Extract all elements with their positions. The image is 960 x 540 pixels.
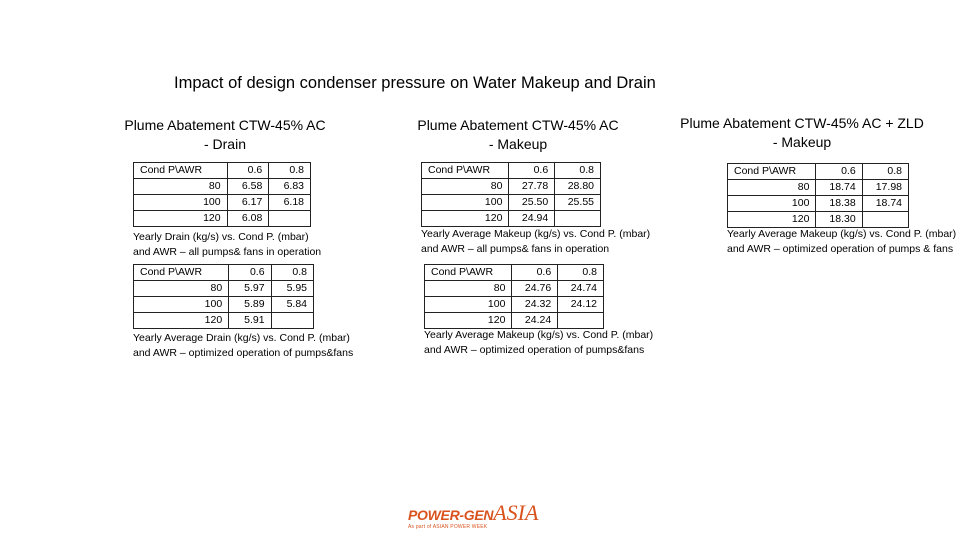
header-cell: 0.8 <box>269 163 311 179</box>
cell: 24.12 <box>558 297 604 313</box>
cell: 27.78 <box>509 179 555 195</box>
table-row <box>134 179 311 195</box>
logo-main-text: POWER-GEN <box>408 507 494 523</box>
cell: 6.17 <box>227 195 269 211</box>
table-row <box>422 195 601 211</box>
table-header-row <box>728 164 909 180</box>
table-row <box>425 281 604 297</box>
heading-line: Plume Abatement CTW-45% AC + ZLD <box>680 115 924 131</box>
header-cell: 0.8 <box>862 164 908 180</box>
drain-all-pumps-table <box>133 162 311 227</box>
logo-asia-text: ASIA <box>493 500 539 525</box>
table-caption <box>727 227 956 257</box>
cell <box>555 211 601 227</box>
table-header-row <box>134 265 314 281</box>
cell: 28.80 <box>555 179 601 195</box>
cell: 18.38 <box>816 196 862 212</box>
cell: 17.98 <box>862 180 908 196</box>
header-cell: Cond P\AWR <box>134 163 228 179</box>
row-label: 100 <box>422 195 509 211</box>
header-cell: 0.6 <box>512 265 558 281</box>
cell: 18.74 <box>816 180 862 196</box>
caption-line: and AWR – optimized operation of pumps&fans <box>133 347 354 359</box>
table-row <box>728 196 909 212</box>
table-row <box>134 195 311 211</box>
header-cell: 0.6 <box>509 163 555 179</box>
caption-line: Yearly Average Makeup (kg/s) vs. Cond P. (mbar) <box>424 329 654 341</box>
row-label: 80 <box>134 281 229 297</box>
table-caption <box>421 227 650 257</box>
column-heading-makeup <box>407 116 629 154</box>
table-row <box>728 212 909 228</box>
slide-title: Impact of design condenser pressure on Water Makeup and Drain <box>174 74 656 92</box>
cell: 6.18 <box>269 195 311 211</box>
cell: 24.24 <box>512 313 558 329</box>
makeup-all-pumps-table <box>421 162 601 227</box>
table-row <box>425 313 604 329</box>
table-header-row <box>422 163 601 179</box>
row-label: 100 <box>134 195 228 211</box>
caption-line: and AWR – all pumps& fans in operation <box>133 246 322 258</box>
table-caption <box>424 328 653 358</box>
makeup-optimized-table <box>424 264 604 329</box>
table-row <box>134 281 314 297</box>
cell: 18.74 <box>862 196 908 212</box>
header-cell: Cond P\AWR <box>134 265 229 281</box>
header-cell: 0.8 <box>558 265 604 281</box>
drain-optimized-table <box>133 264 314 329</box>
caption-line: Yearly Average Makeup (kg/s) vs. Cond P. (mbar) <box>421 228 651 240</box>
heading-line: Plume Abatement CTW-45% AC <box>417 117 619 133</box>
table-caption <box>133 230 321 260</box>
heading-line: - Makeup <box>772 134 832 150</box>
row-label: 80 <box>425 281 512 297</box>
cell: 24.94 <box>509 211 555 227</box>
caption-line: Yearly Average Drain (kg/s) vs. Cond P. (mbar) <box>133 332 350 344</box>
row-label: 100 <box>134 297 229 313</box>
heading-line: - Drain <box>203 136 246 152</box>
cell: 5.84 <box>271 297 313 313</box>
cell: 24.32 <box>512 297 558 313</box>
row-label: 80 <box>134 179 228 195</box>
table-header-row <box>134 163 311 179</box>
table-row <box>422 211 601 227</box>
caption-line: Yearly Drain (kg/s) vs. Cond P. (mbar) <box>133 231 309 243</box>
cell: 24.76 <box>512 281 558 297</box>
row-label: 80 <box>422 179 509 195</box>
cell: 5.89 <box>229 297 271 313</box>
table-row <box>134 211 311 227</box>
caption-line: and AWR – optimized operation of pumps&fans <box>424 344 645 356</box>
header-cell: 0.6 <box>816 164 862 180</box>
table-row <box>134 313 314 329</box>
caption-line: and AWR – optimized operation of pumps & fans <box>727 243 954 255</box>
cell: 6.08 <box>227 211 269 227</box>
cell: 5.97 <box>229 281 271 297</box>
table-row <box>425 297 604 313</box>
column-heading-drain <box>116 116 334 154</box>
caption-line: Yearly Average Makeup (kg/s) vs. Cond P. (mbar) <box>727 228 957 240</box>
row-label: 100 <box>425 297 512 313</box>
caption-line: and AWR – all pumps& fans in operation <box>421 243 610 255</box>
cell: 6.83 <box>269 179 311 195</box>
table-row <box>134 297 314 313</box>
cell <box>862 212 908 228</box>
header-cell: 0.6 <box>227 163 269 179</box>
cell: 24.74 <box>558 281 604 297</box>
row-label: 120 <box>728 212 816 228</box>
table-header-row <box>425 265 604 281</box>
header-cell: Cond P\AWR <box>422 163 509 179</box>
cell: 25.50 <box>509 195 555 211</box>
column-heading-zld-makeup <box>670 114 934 152</box>
cell: 6.58 <box>227 179 269 195</box>
cell: 18.30 <box>816 212 862 228</box>
header-cell: Cond P\AWR <box>728 164 816 180</box>
row-label: 120 <box>134 313 229 329</box>
table-caption <box>133 331 353 361</box>
row-label: 80 <box>728 180 816 196</box>
row-label: 100 <box>728 196 816 212</box>
cell <box>558 313 604 329</box>
header-cell: Cond P\AWR <box>425 265 512 281</box>
cell <box>271 313 313 329</box>
header-cell: 0.6 <box>229 265 271 281</box>
header-cell: 0.8 <box>271 265 313 281</box>
cell: 25.55 <box>555 195 601 211</box>
cell: 5.95 <box>271 281 313 297</box>
table-row <box>728 180 909 196</box>
table-row <box>422 179 601 195</box>
row-label: 120 <box>425 313 512 329</box>
heading-line: - Makeup <box>488 136 548 152</box>
heading-line: Plume Abatement CTW-45% AC <box>124 117 326 133</box>
logo-subtext: As part of ASIAN POWER WEEK <box>408 524 488 530</box>
row-label: 120 <box>134 211 228 227</box>
header-cell: 0.8 <box>555 163 601 179</box>
row-label: 120 <box>422 211 509 227</box>
cell <box>269 211 311 227</box>
zld-makeup-table <box>727 163 909 228</box>
cell: 5.91 <box>229 313 271 329</box>
power-gen-asia-logo <box>408 500 538 530</box>
